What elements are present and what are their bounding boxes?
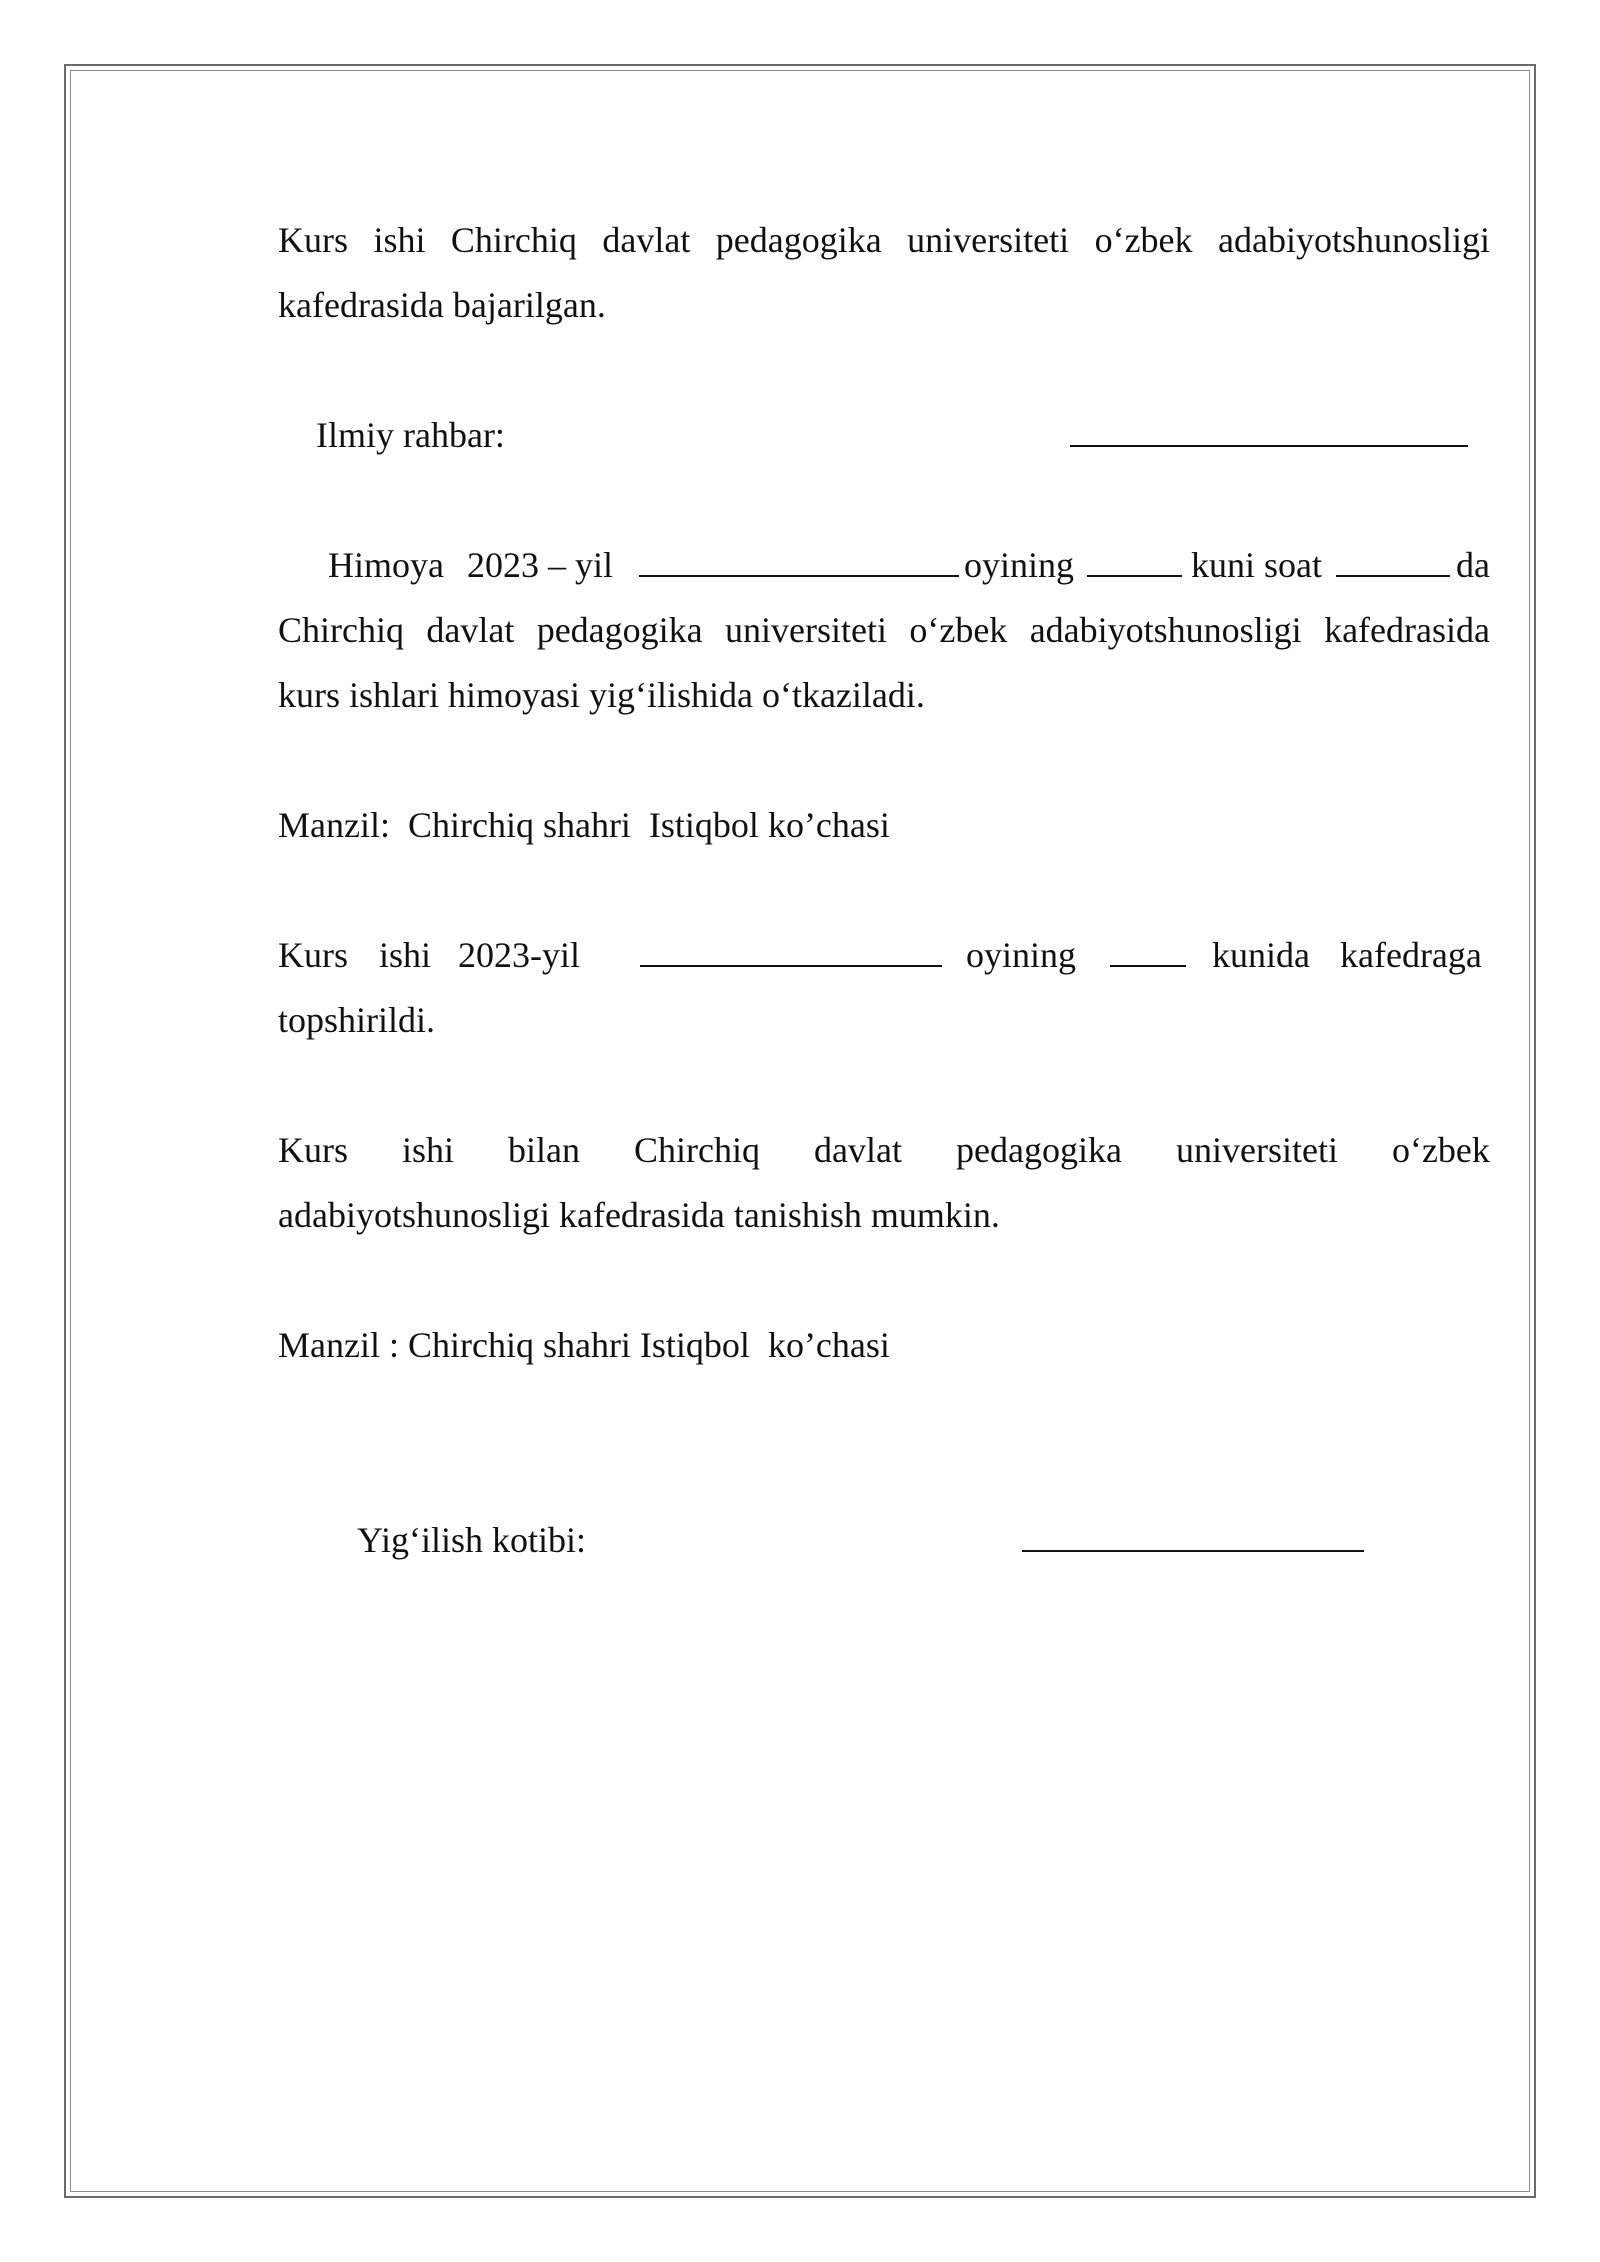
- word: universiteti: [725, 610, 887, 650]
- word: universiteti: [1175, 1130, 1338, 1170]
- review-text: adabiyotshunosligi kafedrasida tanishish mumkin.: [278, 1195, 1000, 1235]
- defense-time-blank[interactable]: [1336, 533, 1450, 598]
- word: kafedrasida: [1324, 610, 1490, 650]
- review-line-1: [278, 1118, 1490, 1183]
- submission-day-blank[interactable]: [1110, 923, 1186, 988]
- word: Kurs: [278, 1130, 348, 1170]
- defense-text: kurs ishlari himoyasi yig‘ilishida o‘tkaziladi.: [278, 675, 925, 715]
- word: pedagogika: [536, 610, 703, 650]
- defense-year: 2023 – yil: [467, 545, 614, 585]
- word: universiteti: [907, 220, 1070, 260]
- word: bilan: [508, 1130, 581, 1170]
- word: Chirchiq: [634, 1130, 761, 1170]
- word: davlat: [814, 1130, 903, 1170]
- defense-month-label: oyining: [964, 545, 1075, 585]
- defense-line-1: [278, 533, 1490, 598]
- secretary-row: [278, 1508, 1490, 1573]
- word: davlat: [602, 220, 691, 260]
- submission-word: Kurs: [278, 935, 348, 975]
- address-text: Manzil: Chirchiq shahri Istiqbol ko’chasi: [278, 805, 890, 845]
- submission-line-1: [278, 923, 1490, 988]
- submission-word: ishi: [379, 935, 432, 975]
- word: adabiyotshunosligi: [1218, 220, 1490, 260]
- defense-month-blank[interactable]: [639, 533, 959, 598]
- word: ishi: [373, 220, 426, 260]
- intro-text: kafedrasida bajarilgan.: [278, 285, 606, 325]
- defense-da: da: [1456, 545, 1490, 585]
- defense-word: Himoya: [328, 545, 444, 585]
- word: Kurs: [278, 220, 348, 260]
- secretary-label: Yig‘ilish kotibi:: [357, 1520, 587, 1560]
- supervisor-row: [278, 403, 1490, 468]
- supervisor-label: Ilmiy rahbar:: [316, 415, 505, 455]
- submission-text: topshirildi.: [278, 1000, 436, 1040]
- defense-time-label: kuni soat: [1191, 545, 1322, 585]
- submission-month-blank[interactable]: [640, 923, 942, 988]
- address-text: Manzil : Chirchiq shahri Istiqbol ko’chasi: [278, 1325, 890, 1365]
- submission-word: kunida: [1212, 935, 1310, 975]
- word: davlat: [426, 610, 515, 650]
- word: ishi: [402, 1130, 455, 1170]
- intro-line-1: [278, 208, 1490, 273]
- word: Chirchiq: [278, 610, 404, 650]
- address-row-2: [278, 1313, 1490, 1378]
- word: pedagogika: [956, 1130, 1122, 1170]
- address-row-1: [278, 793, 1490, 858]
- word: Chirchiq: [450, 220, 577, 260]
- word: o‘zbek: [1094, 220, 1193, 260]
- word: adabiyotshunosligi: [1029, 610, 1302, 650]
- submission-year: 2023-yil: [458, 935, 580, 975]
- word: o‘zbek: [1391, 1130, 1490, 1170]
- word: pedagogika: [715, 220, 882, 260]
- defense-day-blank[interactable]: [1087, 533, 1182, 598]
- defense-line-2: [278, 598, 1490, 663]
- submission-line-2: [278, 988, 1490, 1053]
- submission-month-label: oyining: [966, 935, 1077, 975]
- supervisor-signature-line[interactable]: [1070, 403, 1468, 468]
- secretary-signature-line[interactable]: [1022, 1508, 1364, 1573]
- intro-line-2: [278, 273, 1490, 338]
- submission-word: kafedraga: [1340, 935, 1482, 975]
- word: o‘zbek: [909, 610, 1008, 650]
- defense-line-3: [278, 663, 1490, 728]
- review-line-2: [278, 1183, 1490, 1248]
